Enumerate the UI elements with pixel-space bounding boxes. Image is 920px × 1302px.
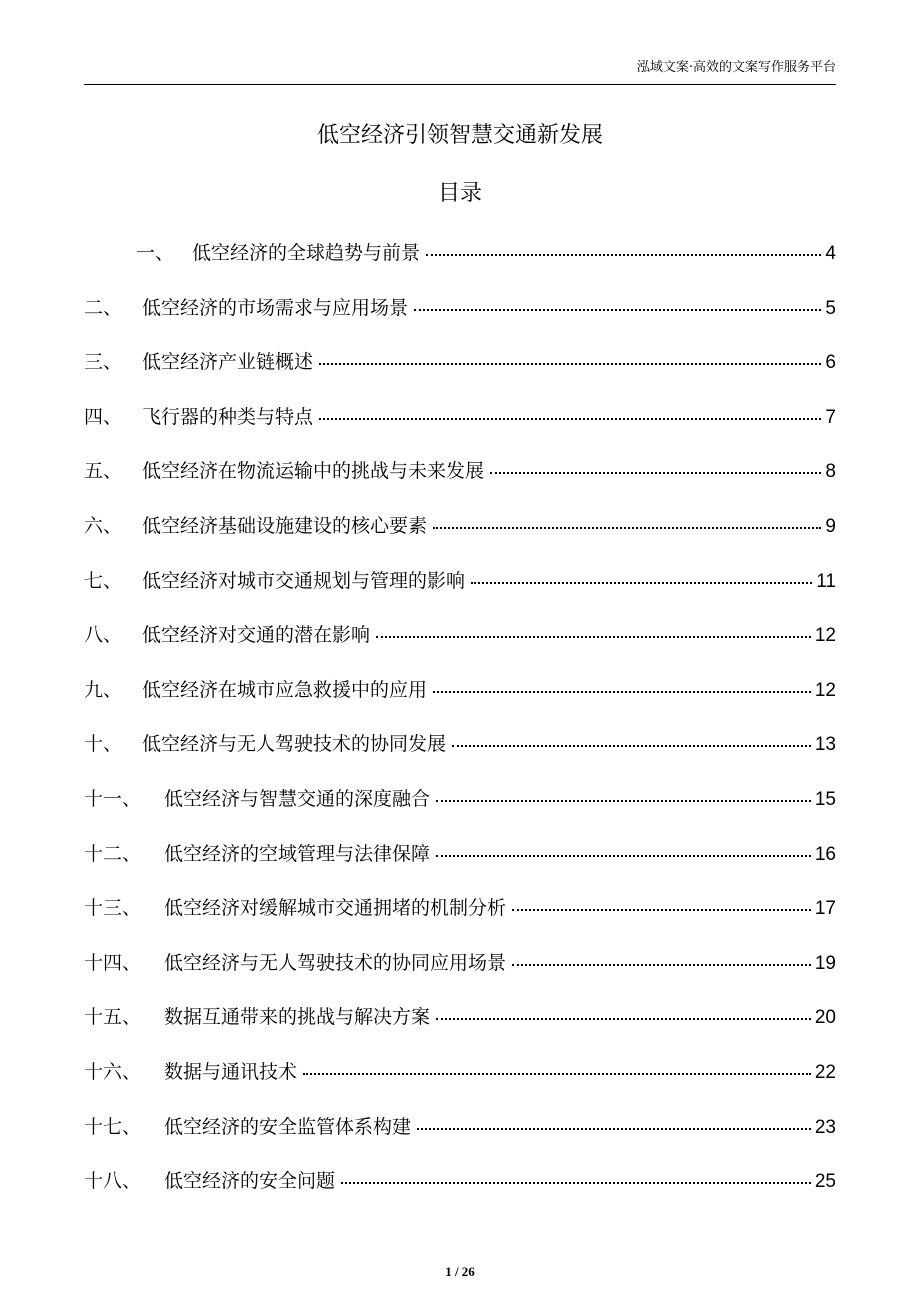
toc-dot-leader [490,452,821,474]
toc-entry-page: 19 [814,952,836,974]
toc-entry-page: 23 [814,1116,836,1138]
toc-entry-title: 低空经济的全球趋势与前景 [192,242,421,264]
toc-dot-leader [426,234,821,256]
toc-entry-page: 7 [825,406,836,428]
toc-entry-title: 低空经济在物流运输中的挑战与未来发展 [142,460,485,483]
toc-dot-leader [414,289,821,311]
toc-entry-number: 五、 [84,460,123,483]
toc-entry-number: 六、 [84,514,123,537]
toc-entry-title: 低空经济在城市应急救援中的应用 [142,678,428,701]
toc-entry-title: 低空经济的市场需求与应用场景 [142,296,409,319]
toc-entry-title: 低空经济的安全监管体系构建 [164,1115,412,1138]
toc-entry-page: 12 [814,625,836,647]
toc-entry-page: 16 [814,843,836,865]
toc-entry-number: 十一、 [84,787,142,810]
toc-entry-page: 9 [825,515,836,537]
toc-entry-page: 11 [816,570,836,592]
toc-entry-number: 十二、 [84,842,142,865]
toc-entry-10[interactable] [84,724,836,779]
toc-entry-title: 低空经济的空域管理与法律保障 [164,842,431,865]
toc-entry-12[interactable] [84,834,836,889]
toc-entry-title: 低空经济与智慧交通的深度融合 [164,787,431,810]
toc-entry-page: 22 [814,1061,836,1083]
toc-dot-leader [436,835,811,857]
toc-entry-16[interactable] [84,1052,836,1107]
toc-entry-number: 二、 [84,296,123,319]
toc-entry-number: 八、 [84,624,123,647]
toc-entry-page: 6 [825,352,836,374]
toc-dot-leader [433,671,811,693]
toc-dot-leader [376,616,811,638]
toc-entry-11[interactable] [84,779,836,834]
toc-entry-number: 一、 [136,242,175,264]
toc-dot-leader [452,725,811,747]
toc-entry-title: 低空经济的安全问题 [164,1170,336,1193]
toc-entry-title: 低空经济基础设施建设的核心要素 [142,514,428,537]
toc-entry-number: 十三、 [84,897,142,920]
toc-entry-page: 12 [814,679,836,701]
toc-dot-leader [436,780,811,802]
toc-entry-4[interactable] [84,397,836,452]
toc-entry-title: 飞行器的种类与特点 [142,405,314,428]
toc-entry-title: 数据与通讯技术 [164,1060,298,1083]
toc-dot-leader [319,343,821,365]
toc-entry-title: 低空经济产业链概述 [142,351,314,374]
toc-heading: 目录 [437,181,482,206]
toc-entry-2[interactable] [84,288,836,343]
toc-entry-1[interactable] [84,233,836,288]
table-of-contents [84,233,836,1216]
toc-entry-title: 低空经济与无人驾驶技术的协同应用场景 [164,951,507,974]
toc-entry-number: 三、 [84,351,123,374]
document-title: 低空经济引领智慧交通新发展 [316,123,603,148]
toc-entry-number: 九、 [84,678,123,701]
toc-entry-title: 低空经济与无人驾驶技术的协同发展 [142,733,447,756]
toc-entry-number: 十、 [84,733,123,756]
toc-dot-leader [512,889,811,911]
toc-entry-9[interactable] [84,670,836,725]
toc-dot-leader [341,1162,811,1184]
toc-dot-leader [303,1053,811,1075]
toc-entry-page: 17 [814,898,836,920]
toc-entry-18[interactable] [84,1161,836,1216]
toc-dot-leader [512,944,811,966]
toc-entry-title: 低空经济对交通的潜在影响 [142,624,371,647]
toc-entry-page: 13 [814,734,836,756]
toc-entry-number: 十七、 [84,1115,142,1138]
toc-entry-title: 低空经济对缓解城市交通拥堵的机制分析 [164,897,507,920]
toc-entry-14[interactable] [84,943,836,998]
toc-entry-6[interactable] [84,506,836,561]
toc-entry-page: 4 [825,243,836,264]
toc-entry-page: 5 [825,297,836,319]
toc-entry-8[interactable] [84,615,836,670]
toc-entry-7[interactable] [84,561,836,616]
toc-entry-number: 十六、 [84,1060,142,1083]
toc-entry-page: 8 [825,461,836,483]
toc-dot-leader [436,998,811,1020]
header-divider [84,84,836,85]
toc-entry-number: 十五、 [84,1006,142,1029]
toc-entry-number: 四、 [84,405,123,428]
toc-dot-leader [471,562,812,584]
toc-dot-leader [417,1108,811,1130]
toc-entry-title: 低空经济对城市交通规划与管理的影响 [142,569,466,592]
toc-entry-page: 25 [814,1171,836,1193]
toc-dot-leader [433,507,821,529]
toc-entry-5[interactable] [84,451,836,506]
toc-entry-title: 数据互通带来的挑战与解决方案 [164,1006,431,1029]
toc-entry-page: 15 [814,788,836,810]
toc-entry-15[interactable] [84,997,836,1052]
toc-dot-leader [319,398,821,420]
toc-entry-number: 七、 [84,569,123,592]
toc-entry-number: 十四、 [84,951,142,974]
toc-entry-17[interactable] [84,1107,836,1162]
toc-entry-3[interactable] [84,342,836,397]
toc-entry-number: 十八、 [84,1170,142,1193]
toc-entry-13[interactable] [84,888,836,943]
toc-entry-page: 20 [814,1007,836,1029]
page-indicator: 1 / 26 [445,1264,475,1279]
header-note: 泓域文案·高效的文案写作服务平台 [636,60,836,75]
